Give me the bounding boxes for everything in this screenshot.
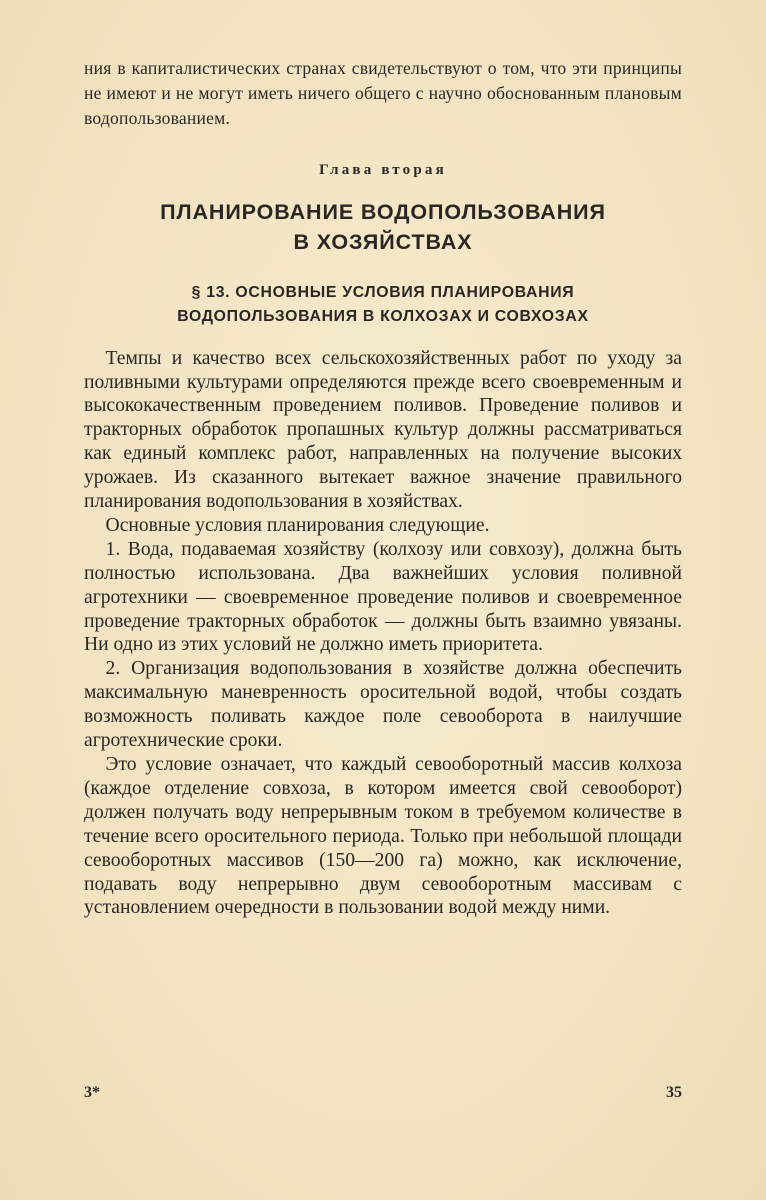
signature-mark: 3* (84, 1084, 100, 1101)
paragraph-3: 1. Вода, подаваемая хозяйству (колхозу или совхозу), должна быть полностью использована. Два важнейших условия поливной агротехники — своевременное проведение поливов и своевременное проведение тракторных обработок — должны быть взаимно увязаны. Ни одно из этих условий не должно иметь приоритета. (84, 538, 682, 656)
paragraph-5: Это условие означает, что каждый севооборотный массив колхоза (каждое отделение совхоза, в котором имеется свой севооборот) должен получать воду непрерывным током в требуемом количестве в течение всего оросительного периода. Только при небольшой площади севооборотных массивов (150—200 га) можно, как исключение, подавать воду непрерывно двум севооборотным массивам с установлением очередности в пользовании водой между ними. (84, 754, 682, 919)
page-number: 35 (666, 1084, 682, 1101)
section-body (84, 347, 682, 921)
paragraph-1: Темпы и качество всех сельскохозяйственных работ по уходу за поливными культурами определяются прежде всего своевременным и высококачественным проведением поливов. Проведение поливов и тракторных обработок пропашных культур должны рассматриваться как единый комплекс работ, направленных на получение высоких урожаев. Из сказанного вытекает важное значение правильного планирования водопользования в хозяйствах. (84, 347, 682, 513)
chapter-title (84, 197, 682, 257)
continuation-text (84, 56, 682, 132)
paragraph-2: Основные условия планирования следующие. (105, 514, 490, 536)
continuation-paragraph: ния в капиталистических странах свидетельствуют о том, что эти принципы не имеют и не могут иметь ничего общего с научно обоснованным плановым водопользованием. (84, 58, 682, 129)
chapter-title-line-2: В ХОЗЯЙСТВАХ (293, 229, 473, 254)
paragraph-4: 2. Организация водопользования в хозяйстве должна обеспечить максимальную маневренность оросительной водой, чтобы создать возможность поливать каждое поле севооборота в наилучшие агротехнические сроки. (84, 658, 682, 752)
section-title-line-2: ВОДОПОЛЬЗОВАНИЯ В КОЛХОЗАХ И СОВХОЗАХ (177, 307, 589, 325)
chapter-label: Глава вторая (319, 161, 447, 178)
section-title (84, 281, 682, 329)
chapter-title-line-1: ПЛАНИРОВАНИЕ ВОДОПОЛЬЗОВАНИЯ (160, 199, 606, 224)
page-footer (84, 1084, 682, 1102)
section-title-line-1: § 13. ОСНОВНЫЕ УСЛОВИЯ ПЛАНИРОВАНИЯ (191, 283, 575, 301)
